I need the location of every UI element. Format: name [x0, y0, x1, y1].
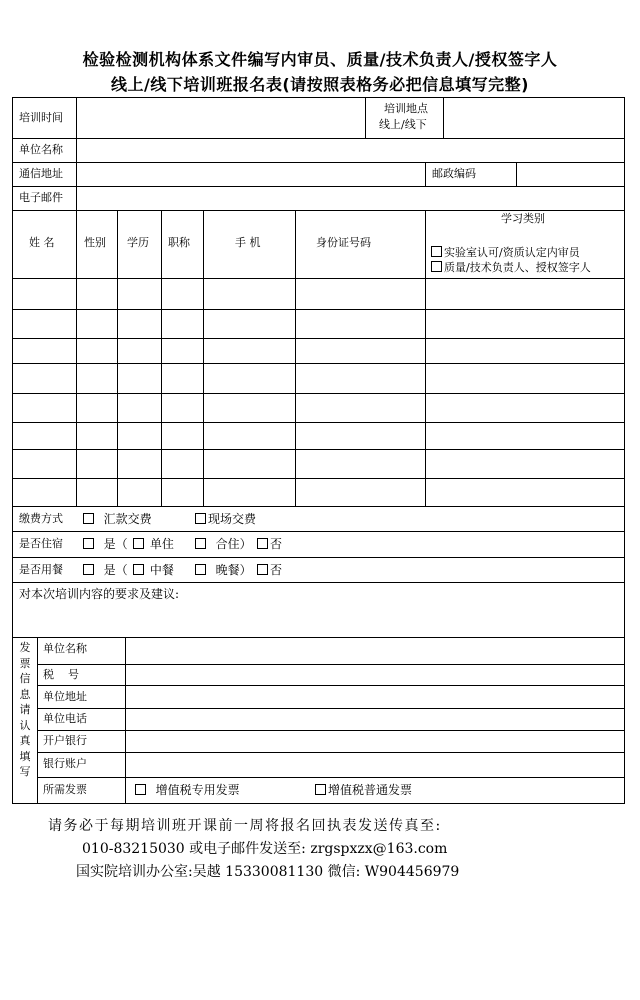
lodging-label: 是否住宿 [19, 537, 63, 550]
footer-instruction: 请务必于每期培训班开课前一周将报名回执表发送传真至: [48, 818, 442, 834]
checkbox-icon [257, 564, 268, 575]
training-location-label: 培训地点 [384, 102, 428, 115]
footer-contact-fax-email: 010-83215030 或电子邮件发送至: zrgspxzx@163.com [82, 841, 448, 857]
column-name: 姓 名 [29, 236, 55, 249]
invoice-tax-no-label: 税 号 [43, 668, 79, 681]
checkbox-icon [195, 538, 206, 549]
payment-onsite-option[interactable]: 现场交费 [195, 512, 256, 526]
checkbox-icon [431, 246, 442, 257]
checkbox-icon [83, 513, 94, 524]
form-title-line-1: 检验检测机构体系文件编写内审员、质量/技术负责人/授权签字人 [82, 50, 558, 69]
lodging-shared-option[interactable]: 合住） [195, 537, 252, 551]
checkbox-icon [83, 564, 94, 575]
column-phone: 手 机 [235, 236, 261, 249]
training-time-label: 培训时间 [19, 111, 63, 124]
meal-label: 是否用餐 [19, 563, 63, 576]
lodging-yes-option[interactable]: 是（ [83, 537, 128, 551]
category-option-signatory[interactable]: 质量/技术负责人、授权签字人 [431, 261, 591, 275]
column-title: 职称 [168, 236, 190, 249]
checkbox-icon [133, 564, 144, 575]
meal-dinner-option[interactable]: 晚餐） [195, 563, 252, 577]
column-gender: 性别 [84, 236, 106, 249]
checkbox-icon [257, 538, 268, 549]
invoice-type-label: 所需发票 [43, 783, 87, 796]
footer-contact-office: 国实院培训办公室:吴越 15330081130 微信: W904456979 [76, 864, 460, 880]
lodging-no-option[interactable]: 否 [257, 537, 282, 551]
registration-form [12, 97, 625, 804]
invoice-unit-name-label: 单位名称 [43, 642, 87, 655]
checkbox-icon [133, 538, 144, 549]
checkbox-icon [431, 261, 442, 272]
lodging-single-option[interactable]: 单住 [133, 537, 174, 551]
invoice-general-vat-option[interactable]: 增值税普通发票 [315, 783, 412, 797]
column-id-number: 身份证号码 [316, 236, 371, 249]
payment-remittance-option[interactable]: 汇款交费 [83, 512, 152, 526]
invoice-special-vat-option[interactable]: 增值税专用发票 [135, 783, 240, 797]
payment-label: 缴费方式 [19, 512, 63, 525]
checkbox-icon [83, 538, 94, 549]
postal-code-label: 邮政编码 [432, 167, 476, 180]
meal-yes-option[interactable]: 是（ [83, 563, 128, 577]
category-option-auditor[interactable]: 实验室认可/资质认定内审员 [431, 246, 580, 260]
invoice-side-label: 发票信息请认真填写 [19, 641, 31, 778]
suggestions-label: 对本次培训内容的要求及建议: [19, 587, 180, 601]
unit-name-label: 单位名称 [19, 143, 63, 156]
training-mode-label: 线上/线下 [379, 118, 427, 131]
invoice-phone-label: 单位电话 [43, 712, 87, 725]
meal-lunch-option[interactable]: 中餐 [133, 563, 174, 577]
checkbox-icon [195, 564, 206, 575]
address-label: 通信地址 [19, 167, 63, 180]
invoice-account-label: 银行账户 [43, 757, 87, 770]
form-title-line-2: 线上/线下培训班报名表(请按照表格务必把信息填写完整) [111, 75, 529, 94]
invoice-bank-label: 开户银行 [43, 734, 87, 747]
meal-no-option[interactable]: 否 [257, 563, 282, 577]
checkbox-icon [135, 784, 146, 795]
email-label: 电子邮件 [19, 191, 63, 204]
checkbox-icon [195, 513, 206, 524]
column-education: 学历 [127, 236, 149, 249]
column-study-category: 学习类别 [501, 212, 545, 225]
checkbox-icon [315, 784, 326, 795]
invoice-address-label: 单位地址 [43, 690, 87, 703]
